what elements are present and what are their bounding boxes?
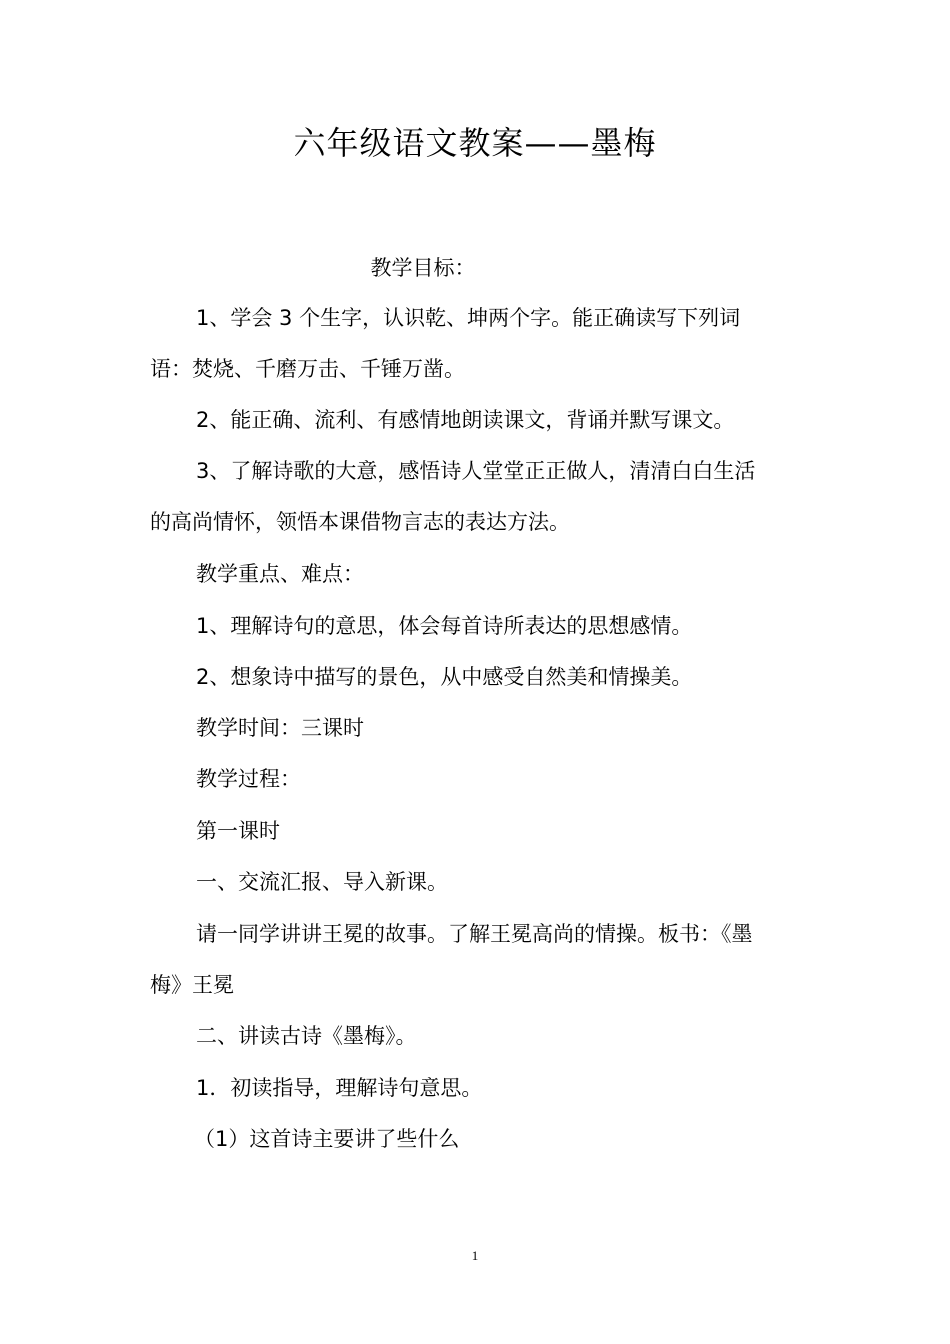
section-1-body-line-1: 请一同学讲讲王冕的故事。了解王冕高尚的情操。板书：《墨 — [196, 922, 753, 946]
key-point-1: 1、理解诗句的意思，体会每首诗所表达的思想感情。 — [196, 614, 693, 638]
document-title: 六年级语文教案——墨梅 — [293, 124, 657, 162]
section-1-body-line-2: 梅》王冕 — [150, 973, 234, 997]
step-1: 1．初读指导，理解诗句意思。 — [196, 1076, 483, 1100]
key-points-heading: 教学重点、难点： — [196, 562, 364, 586]
objective-1-line-1: 1、学会 3 个生字，认识乾、坤两个字。能正确读写下列词 — [196, 306, 741, 330]
objective-3-line-1: 3、了解诗歌的大意，感悟诗人堂堂正正做人，清清白白生活 — [196, 459, 756, 483]
section-2-heading: 二、讲读古诗《墨梅》。 — [196, 1024, 417, 1048]
objectives-heading: 教学目标： — [370, 256, 476, 280]
lesson-1-heading: 第一课时 — [196, 819, 280, 843]
teaching-time: 教学时间：三课时 — [196, 716, 364, 740]
objective-3-line-2: 的高尚情怀，领悟本课借物言志的表达方法。 — [150, 510, 570, 534]
process-heading: 教学过程： — [196, 767, 301, 791]
objective-1-line-2: 语：焚烧、千磨万击、千锤万凿。 — [150, 357, 465, 381]
section-1-heading: 一、交流汇报、导入新课。 — [196, 870, 448, 894]
key-point-2: 2、想象诗中描写的景色，从中感受自然美和情操美。 — [196, 665, 693, 689]
question-1: （1）这首诗主要讲了些什么 — [194, 1127, 460, 1151]
objective-2: 2、能正确、流利、有感情地朗读课文，背诵并默写课文。 — [196, 408, 735, 432]
page-number: 1 — [471, 1248, 479, 1263]
